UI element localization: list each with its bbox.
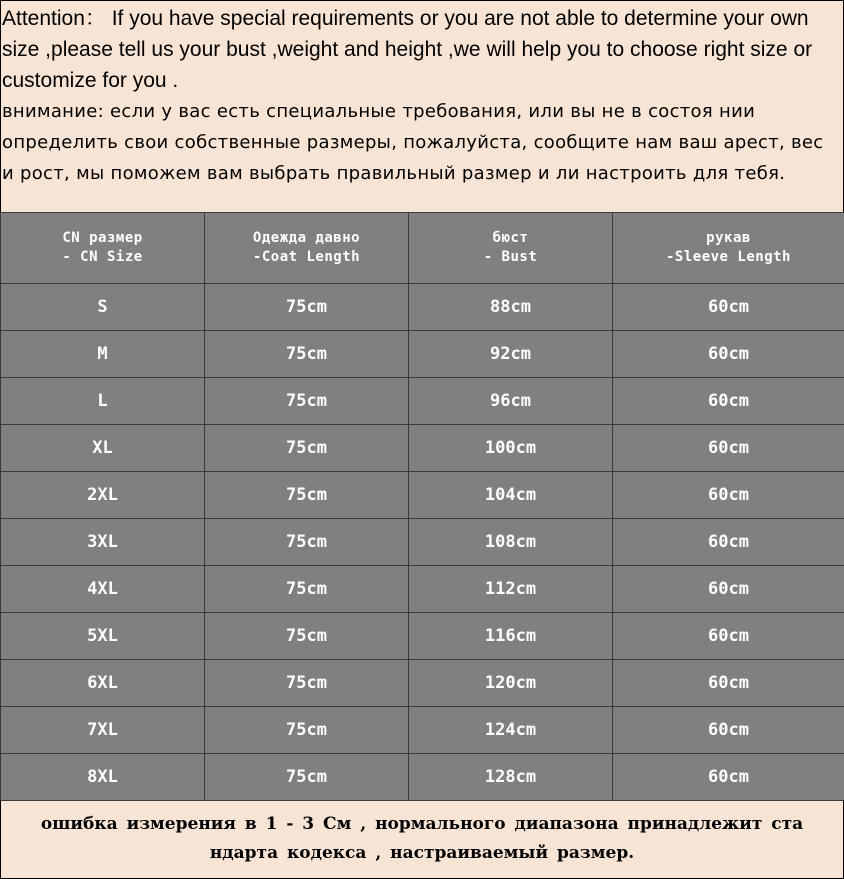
header-size [1,213,205,284]
cell-size: 3XL [1,519,205,566]
cell-coat-length: 75cm [205,331,409,378]
header-bust [409,213,613,284]
notice-english: Attention： If you have special requirements or you are not able to determine your own size ,please tell us your bust ,weight and height ,we will help you to choose right size or customize for you . [2,7,813,92]
cell-coat-length: 75cm [205,284,409,331]
measurement-error-note [0,810,844,868]
notice-russian: внимание: если у вас есть специальные требования, или вы не в состоя нии определить свои собственные размеры, пожалуйста, сообщите нам ваш арест, вес и рост, мы поможем вам выбрать правильный размер и ли настроить для тебя. [2,101,824,184]
cell-size: XL [1,425,205,472]
cell-coat-length: 75cm [205,660,409,707]
cell-size: 8XL [1,754,205,801]
cell-size: 6XL [1,660,205,707]
cell-size: M [1,331,205,378]
cell-bust: 116cm [409,613,613,660]
header-sleeve-length [613,213,844,284]
cell-bust: 120cm [409,660,613,707]
footer-line-1: ошибка измерения в 1 - 3 См , нормального диапазона принадлежит ста [40,814,804,834]
cell-bust: 128cm [409,754,613,801]
table-row [1,425,844,472]
cell-coat-length: 75cm [205,519,409,566]
cell-bust: 92cm [409,331,613,378]
size-table [0,212,844,801]
cell-coat-length: 75cm [205,472,409,519]
cell-sleeve-length: 60cm [613,519,844,566]
table-row [1,331,844,378]
cell-size: L [1,378,205,425]
cell-coat-length: 75cm [205,613,409,660]
cell-sleeve-length: 60cm [613,707,844,754]
notice-block [2,3,840,189]
cell-coat-length: 75cm [205,425,409,472]
cell-sleeve-length: 60cm [613,566,844,613]
table-row [1,472,844,519]
table-row [1,284,844,331]
cell-sleeve-length: 60cm [613,331,844,378]
cell-bust: 100cm [409,425,613,472]
cell-size: 2XL [1,472,205,519]
table-row [1,707,844,754]
size-table-header-row [1,213,844,284]
cell-size: S [1,284,205,331]
cell-sleeve-length: 60cm [613,754,844,801]
header-size-line2: - CN Size [62,249,143,265]
table-row [1,519,844,566]
footer-line-2: ндарта кодекса , настраиваемый размер. [209,843,635,863]
header-coat-line2: -Coat Length [252,249,361,265]
cell-bust: 104cm [409,472,613,519]
header-size-line1: CN размер [62,230,143,246]
cell-coat-length: 75cm [205,378,409,425]
cell-bust: 96cm [409,378,613,425]
cell-size: 7XL [1,707,205,754]
header-coat-line1: Одежда давно [252,230,361,246]
cell-sleeve-length: 60cm [613,472,844,519]
cell-bust: 124cm [409,707,613,754]
cell-size: 5XL [1,613,205,660]
header-bust-line2: - Bust [483,249,538,265]
header-coat-length [205,213,409,284]
cell-size: 4XL [1,566,205,613]
cell-sleeve-length: 60cm [613,284,844,331]
header-sleeve-line1: рукав [706,230,751,246]
header-bust-line1: бюст [492,230,529,246]
table-row [1,566,844,613]
cell-sleeve-length: 60cm [613,378,844,425]
cell-coat-length: 75cm [205,707,409,754]
table-row [1,754,844,801]
cell-coat-length: 75cm [205,566,409,613]
cell-bust: 108cm [409,519,613,566]
header-sleeve-line2: -Sleeve Length [665,249,791,265]
cell-sleeve-length: 60cm [613,613,844,660]
table-row [1,378,844,425]
cell-bust: 88cm [409,284,613,331]
cell-bust: 112cm [409,566,613,613]
cell-sleeve-length: 60cm [613,425,844,472]
cell-coat-length: 75cm [205,754,409,801]
table-row [1,613,844,660]
cell-sleeve-length: 60cm [613,660,844,707]
table-row [1,660,844,707]
